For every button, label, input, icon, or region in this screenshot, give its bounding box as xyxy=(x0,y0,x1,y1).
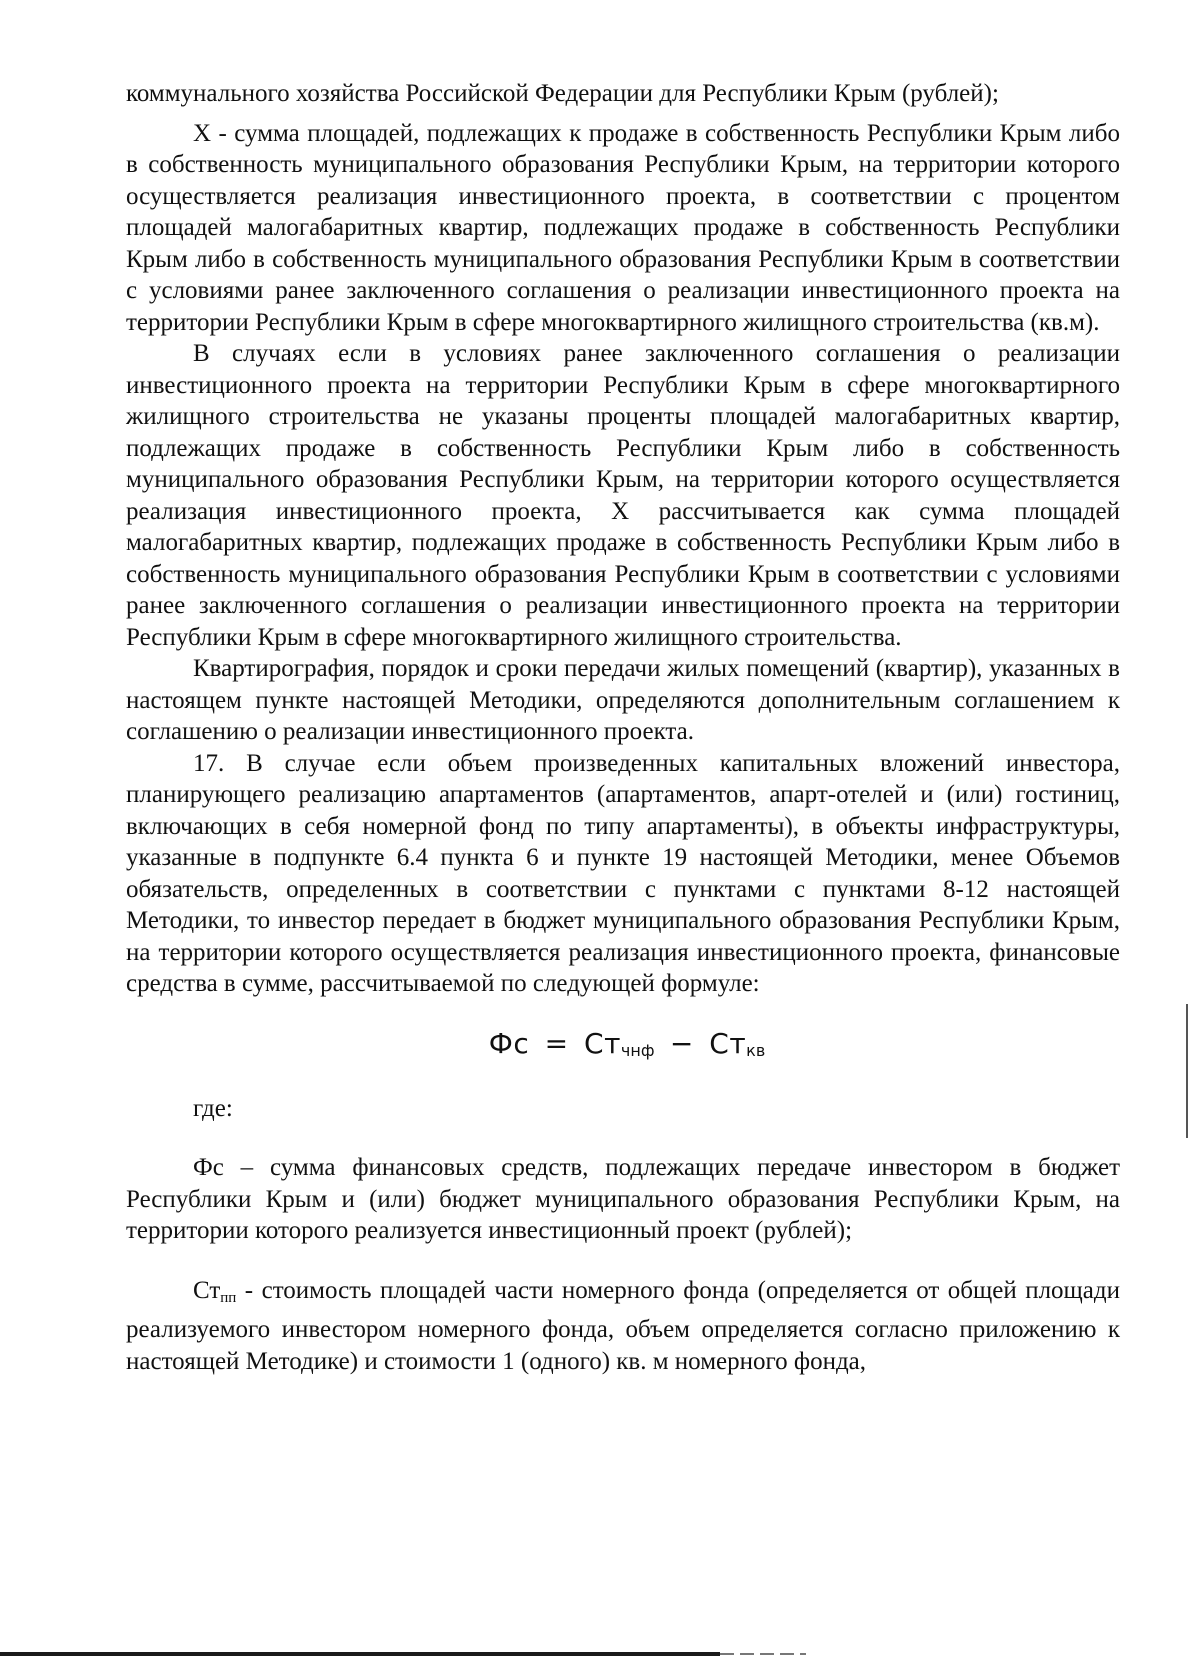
margin-scan-line xyxy=(1186,1004,1188,1138)
stpp-subscript: пп xyxy=(220,1289,237,1306)
formula-equals: = xyxy=(544,1026,569,1060)
stpp-text: - стоимость площадей части номерного фонда (определяется от общей площади реализуемого инвестором номерного фонда, объем определяется согласно приложению к настоящей Методике) и стоимости 1 (одного) кв. м номерного фонда, xyxy=(126,1276,1120,1375)
formula-term1-subscript: чнф xyxy=(620,1040,655,1060)
formula-lhs: Фс xyxy=(488,1026,530,1060)
paragraph-x-definition: X - сумма площадей, подлежащих к продаже в собственность Республики Крым либо в собственность муниципального образования Республики Крым, на территории которого осуществляется реализация инвестиционного проекта, в соответствии с процентом площадей малогабаритных квартир, подлежащих продаже в собственность Республики Крым либо в собственность муниципального образования Республики Крым в соответствии с условиями ранее заключенного соглашения о реализации инвестиционного проекта на территории Республики Крым в сфере многоквартирного жилищного строительства (кв.м). xyxy=(126,119,1120,336)
document-body xyxy=(126,78,1120,1377)
bottom-scan-line xyxy=(0,1652,720,1656)
formula-minus: − xyxy=(669,1026,694,1060)
where-label: где: xyxy=(193,1094,233,1122)
formula-term2: Ст xyxy=(709,1026,747,1060)
paragraph-fs-definition: Фс – сумма финансовых средств, подлежащих передаче инвестором в бюджет Республики Крым и (или) бюджет муниципального образования Республики Крым, на территории которого реализуется инвестиционный проект (рублей); xyxy=(126,1154,1120,1244)
formula-term2-subscript: кв xyxy=(746,1040,766,1060)
paragraph-cases: В случаях если в условиях ранее заключенного соглашения о реализации инвестиционного проекта на территории Республики Крым в сфере многоквартирного жилищного строительства не указаны проценты площадей малогабаритных квартир, подлежащих продаже в собственность Республики Крым либо в собственность муниципального образования Республики Крым, на территории которого осуществляется реализация инвестиционного проекта, X рассчитывается как сумма площадей малогабаритных квартир, подлежащих продаже в собственность Республики Крым либо в собственность муниципального образования Республики Крым в соответствии с условиями ранее заключенного соглашения о реализации инвестиционного проекта на территории Республики Крым в сфере многоквартирного жилищного строительства. xyxy=(126,340,1120,651)
formula-term1: Ст xyxy=(584,1026,621,1060)
paragraph-apartment-layout: Квартирография, порядок и сроки передачи жилых помещений (квартир), указанных в настоящем пункте настоящей Методики, определяются дополнительным соглашением к соглашению о реализации инвестиционного проекта. xyxy=(126,655,1120,745)
formula xyxy=(126,1024,1120,1071)
bottom-scan-line-faint xyxy=(720,1653,806,1655)
paragraph-item-17: 17. В случае если объем произведенных капитальных вложений инвестора, планирующего реализацию апартаментов (апартаментов, апарт-отелей и (или) гостиниц, включающих в себя номерной фонд по типу апартаменты), в объекты инфраструктуры, указанные в подпункте 6.4 пункта 6 и пункте 19 настоящей Методики, менее Объемов обязательств, определенных в соответствии с пунктами с пунктами 8-12 настоящей Методики, то инвестор передает в бюджет муниципального образования Республики Крым, на территории которого осуществляется реализация инвестиционного проекта, финансовые средства в сумме, рассчитываемой по следующей формуле: xyxy=(126,749,1120,997)
paragraph-continuation: коммунального хозяйства Российской Федерации для Республики Крым (рублей); xyxy=(126,80,999,107)
stpp-symbol: Ст xyxy=(193,1276,221,1304)
paragraph-stpp-definition xyxy=(126,1275,1120,1378)
